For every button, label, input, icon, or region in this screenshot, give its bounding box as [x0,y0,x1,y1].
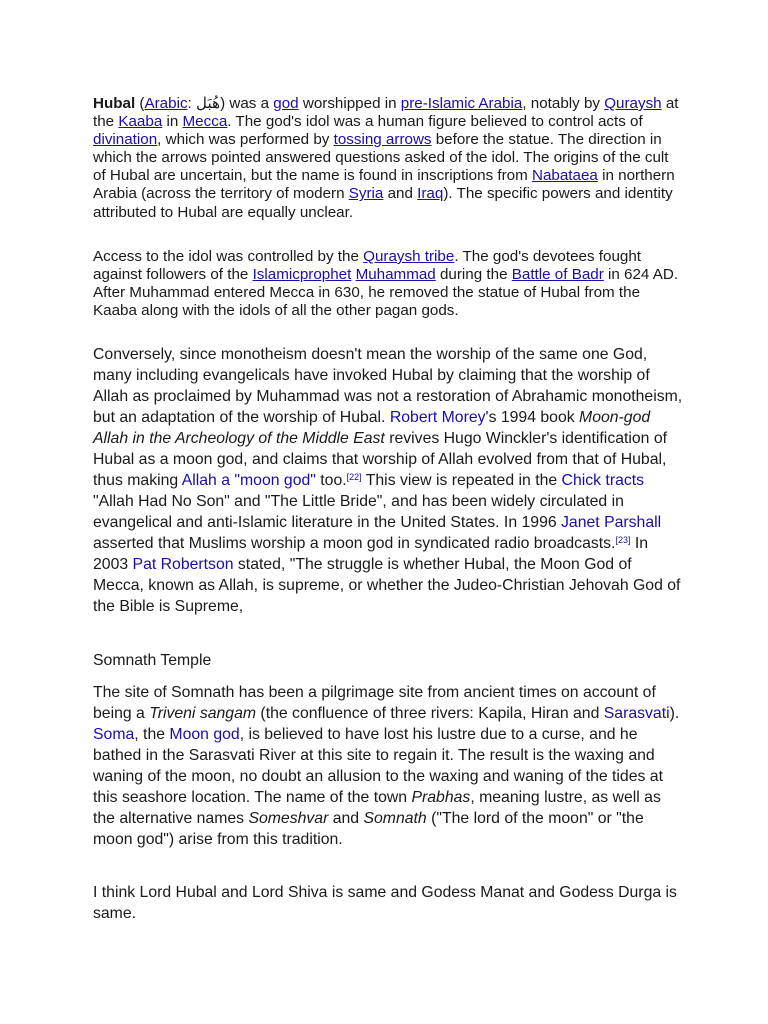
paragraph-hubal-intro: Hubal (Arabic: هُبَل) was a god worshipped in pre-Islamic Arabia, notably by Quraysh at the Kaaba in Mecca. The god's idol was a human figure believed to control acts of divination, which was performed by tossing arrows before the statue. The direction in which the arrows pointed answered questions asked of the idol. The origins of the cult of Hubal are uncertain, but the name is found in inscriptions from Nabataea in northern Arabia (across the territory of modern Syria and Iraq). The specific powers and identity attributed to Hubal are equally unclear. [93,95,679,221]
paragraph-somnath: The site of Somnath has been a pilgrimage site from ancient times on account of being a Triveni sangam (the confluence of three rivers: Kapila, Hiran and Sarasvati). Soma, the Moon god, is believed to have lost his lustre due to a curse, and he bathed in the Sarasvati River at this site to regain it. The result is the waxing and waning of the moon, no doubt an allusion to the waxing and waning of the tides at this seashore location. The name of the town Prabhas, meaning lustre, as well as the alternative names Someshvar and Somnath ("The lord of the moon" or "the moon god") arise from this tradition. [93,684,680,848]
link-battle-of-badr[interactable]: Battle of Badr [511,266,604,284]
link-pre-islamic-arabia[interactable]: pre-Islamic Arabia [400,95,523,112]
link-soma[interactable]: Soma [93,726,135,743]
term-somnath: Somnath [363,810,427,827]
link-iraq[interactable]: Iraq [417,185,444,203]
paragraph-moon-god-claims: Conversely, since monotheism doesn't mean the worship of the same one God, many including evangelicals have invoked Hubal by claiming that the worship of Allah as proclaimed by Muhammad was not a restoration of Abrahamic monotheism, but an adaptation of the worship of Hubal. Robert Morey's 1994 book Moon-god Allah in the Archeology of the Middle East revives Hugo Winckler's identification of Hubal as a moon god, and claims that worship of Allah evolved from that of Hubal, thus making Allah a "moon god" too.[22] This view is repeated in the Chick tracts "Allah Had No Son" and "The Little Bride", and has been widely circulated in evangelical and anti-Islamic literature in the United States. In 1996 Janet Parshall asserted that Muslims worship a moon god in syndicated radio broadcasts.[23] In 2003 Pat Robertson stated, "The struggle is whether Hubal, the Moon God of Mecca, known as Allah, is supreme, or whether the Judeo-Christian Jehovah God of the Bible is Supreme, [93,346,683,615]
link-janet-parshall[interactable]: Janet Parshall [561,514,662,531]
link-syria[interactable]: Syria [348,185,384,203]
paragraph-quraysh-access: Access to the idol was controlled by the Quraysh tribe. The god's devotees fought against followers of the Islamicprophet Muhammad during the Battle of Badr in 624 AD. After Muhammad entered Mecca in 630, he removed the statue of Hubal from the Kaaba along with the idols of all the other pagan gods. [93,248,679,320]
paragraph-opinion: I think Lord Hubal and Lord Shiva is same and Godess Manat and Godess Durga is same. [93,884,677,922]
citation-22[interactable]: [22] [346,472,362,482]
term-someshvar: Someshvar [248,810,329,827]
link-moon-god[interactable]: Moon god [169,726,240,743]
link-mecca[interactable]: Mecca [182,113,228,131]
link-chick-tracts[interactable]: Chick tracts [561,472,645,489]
book-title: Moon-god Allah in the Archeology of the Middle East [93,409,651,447]
link-allah-moon-god[interactable]: Allah a "moon god" [181,472,316,489]
arabic-script: هُبَل [196,95,221,112]
link-pat-robertson[interactable]: Pat Robertson [132,556,234,573]
section-heading-somnath: Somnath Temple [93,652,212,669]
link-arabic[interactable]: Arabic [144,95,188,112]
link-quraysh-tribe[interactable]: Quraysh tribe [363,248,455,265]
link-nabataea[interactable]: Nabataea [531,167,598,185]
citation-23[interactable]: [23] [615,535,631,545]
link-tossing-arrows[interactable]: tossing arrows [333,131,432,149]
link-god[interactable]: god [273,95,299,112]
term-triveni-sangam: Triveni sangam [149,705,257,722]
link-islamic-prophet[interactable]: Islamicprophet [252,266,352,284]
link-muhammad[interactable]: Muhammad [355,266,436,284]
term-prabhas: Prabhas [411,789,471,806]
link-divination[interactable]: divination [93,131,158,149]
link-robert-morey[interactable]: Robert Morey [389,409,486,426]
subject-term: Hubal [93,95,136,112]
link-sarasvati[interactable]: Sarasvati [603,705,670,722]
link-quraysh[interactable]: Quraysh [604,95,662,112]
link-kaaba[interactable]: Kaaba [118,113,163,131]
